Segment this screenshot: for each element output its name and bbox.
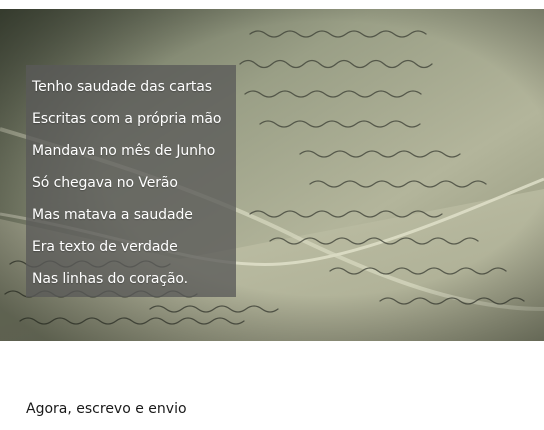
poem-overlay — [26, 65, 236, 297]
poem-line: Era texto de verdade — [32, 239, 178, 255]
poem-line: Tenho saudade das cartas — [32, 79, 212, 95]
poem-line: Nas linhas do coração. — [32, 271, 188, 287]
poem-line: Mas matava a saudade — [32, 207, 193, 223]
poem-line: Mandava no mês de Junho — [32, 143, 216, 159]
poem-line: Só chegava no Verão — [32, 175, 178, 191]
poem-line: Escritas com a própria mão — [32, 111, 222, 127]
hero-image — [0, 9, 544, 341]
caption-text: Agora, escrevo e envio — [26, 401, 187, 417]
